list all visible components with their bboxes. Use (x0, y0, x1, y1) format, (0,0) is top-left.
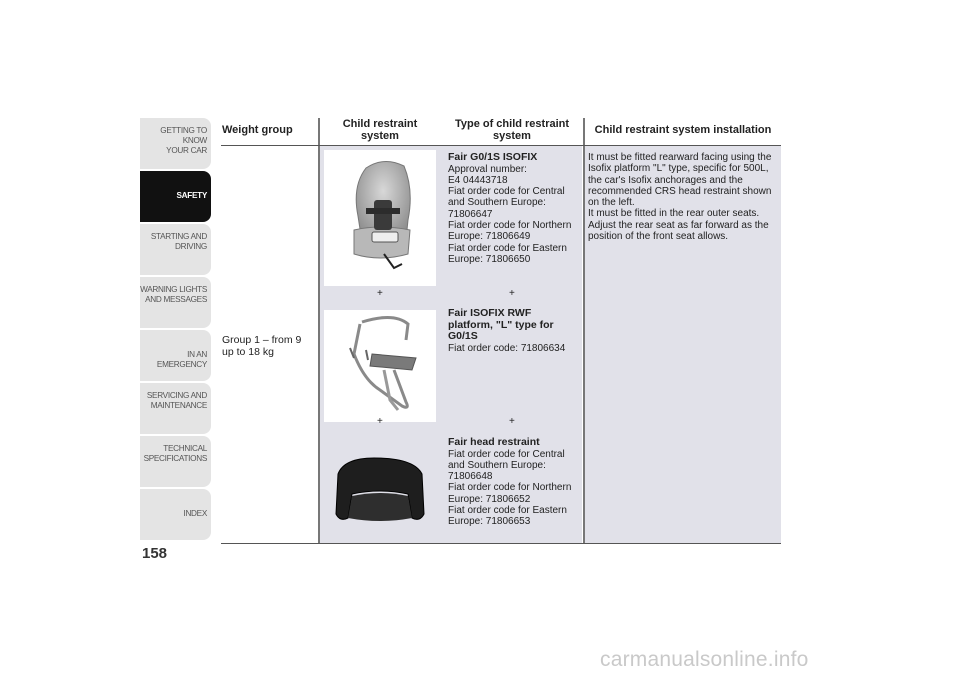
header-installation: Child restraint system installation (594, 124, 772, 136)
product-line: Fiat order code for Central and Southern Europe: 71806647 (448, 186, 565, 220)
head-restraint-image (324, 444, 436, 540)
weight-group-value: Group 1 – from 9 up to 18 kg (222, 334, 302, 358)
tab-label: SAFETY (176, 191, 207, 200)
product-name: Fair ISOFIX RWF platform, "L" type for G0/1S (448, 307, 554, 342)
product-line: E4 04443718 (448, 174, 508, 186)
product-name: Fair head restraint (448, 436, 540, 448)
product-fair-g01s (448, 152, 578, 265)
column-divider (583, 118, 585, 543)
plus-sign: + (509, 416, 515, 427)
tab-starting-driving[interactable] (140, 224, 211, 275)
installation-paragraph: It must be fitted in the rear outer seats. Adjust the rear seat as far forward as the position of the front seat allows. (588, 208, 769, 243)
tab-label: STARTING AND DRIVING (150, 232, 207, 251)
tab-label: IN AN EMERGENCY (156, 350, 207, 369)
product-isofix-platform (448, 308, 578, 354)
header-type: Type of child restraint system (454, 118, 570, 142)
plus-sign: + (509, 288, 515, 299)
isofix-platform-icon (324, 310, 436, 422)
tab-servicing[interactable] (140, 383, 211, 434)
product-line: Fiat order code for Eastern Europe: 71806653 (448, 504, 567, 528)
tab-label: INDEX (183, 509, 207, 518)
tab-label: WARNING LIGHTS AND MESSAGES (140, 285, 207, 304)
product-line: Approval number: (448, 163, 527, 175)
product-name: Fair G0/1S ISOFIX (448, 151, 538, 163)
plus-sign: + (377, 416, 383, 427)
tab-technical-specs[interactable] (140, 436, 211, 487)
product-line: Fiat order code for Northern Europe: 71806649 (448, 219, 572, 243)
installation-paragraph: It must be fitted rearward facing using the Isofix platform "L" type, specific for 500L, the car's Isofix anchorages and the recommended CRS head restraint shown on the left. (588, 152, 772, 209)
installation-text (588, 152, 780, 242)
header-crs: Child restraint system (342, 118, 418, 142)
table-bottom-rule (221, 543, 781, 544)
child-seat-icon (324, 150, 436, 286)
tab-label: TECHNICAL SPECIFICATIONS (143, 444, 207, 463)
tab-safety[interactable] (140, 171, 211, 222)
product-line: Fiat order code: 71806634 (448, 342, 566, 354)
plus-sign: + (377, 288, 383, 299)
isofix-platform-image (324, 310, 436, 422)
head-restraint-icon (324, 444, 436, 540)
header-weight-group: Weight group (222, 124, 293, 136)
tab-warning-lights[interactable] (140, 277, 211, 328)
page-number: 158 (142, 545, 168, 562)
product-line: Fiat order code for Northern Europe: 71806652 (448, 482, 572, 505)
product-line: Fiat order code for Central and Southern Europe: 71806648 (448, 448, 565, 483)
tab-label: SERVICING AND MAINTENANCE (146, 391, 207, 410)
tab-label: GETTING TO KNOW YOUR CAR (160, 126, 207, 155)
header-rule (221, 145, 781, 146)
watermark: carmanualsonline.info (600, 648, 809, 671)
column-divider (318, 118, 320, 543)
tab-getting-to-know[interactable] (140, 118, 211, 169)
tab-index[interactable] (140, 489, 211, 540)
tab-emergency[interactable] (140, 330, 211, 381)
product-line: Fiat order code for Eastern Europe: 71806650 (448, 242, 567, 265)
product-head-restraint (448, 437, 578, 528)
child-seat-image (324, 150, 436, 286)
